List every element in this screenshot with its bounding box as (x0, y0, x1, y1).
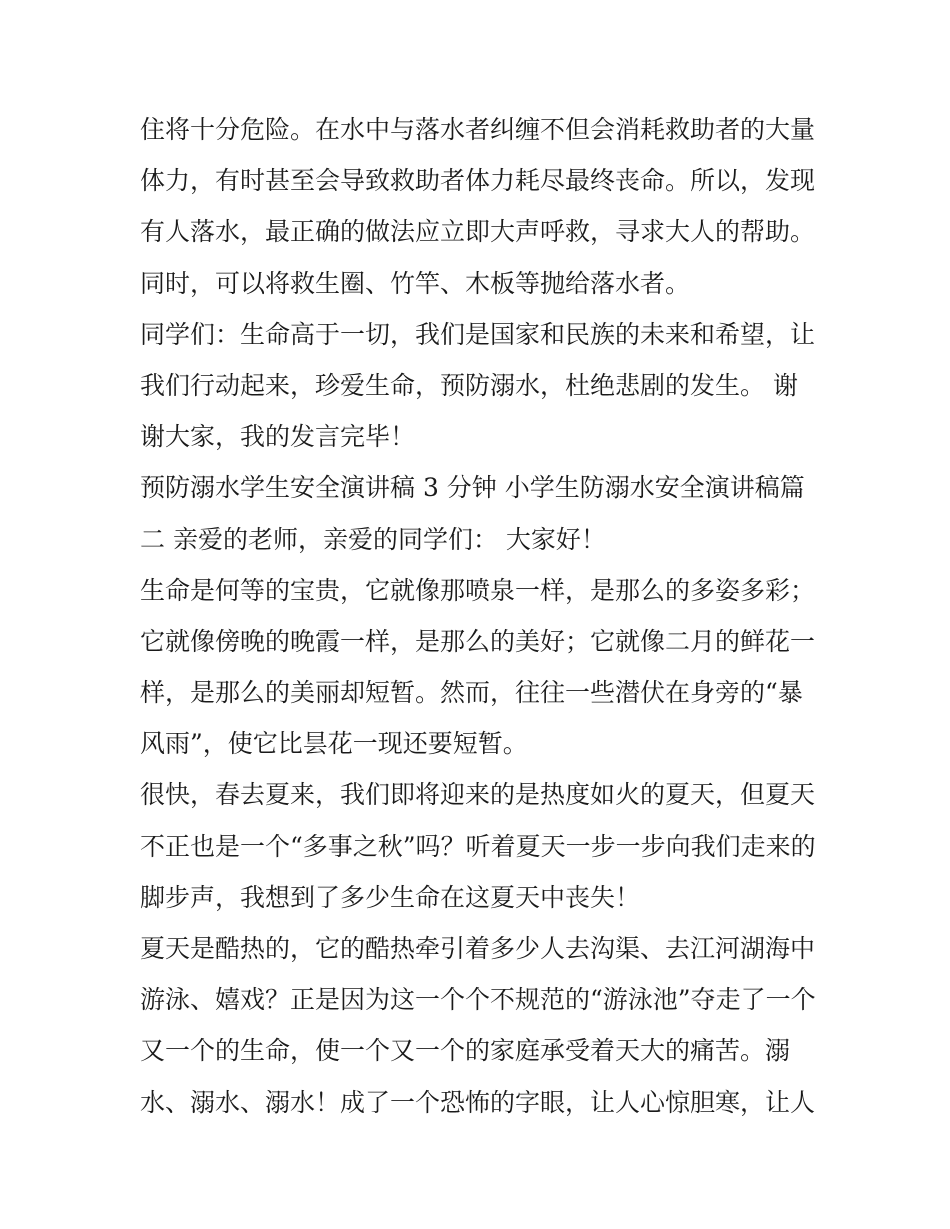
text-line: 同学们：生命高于一切，我们是国家和民族的未来和希望，让 (140, 319, 816, 349)
text-line: 水、溺水、溺水！成了一个恐怖的字眼，让人心惊胆寒，让人 (140, 1087, 816, 1117)
text-line: 又一个的生命，使一个又一个的家庭承受着天大的痛苦。溺 (140, 1036, 791, 1066)
speech-title-line: 二 亲爱的老师，亲爱的同学们： 大家好！ (140, 524, 606, 554)
text-line: 脚步声，我想到了多少生命在这夏天中丧失！ (140, 882, 641, 912)
text-line: 有人落水，最正确的做法应立即大声呼救，寻求大人的帮助。 (140, 217, 816, 247)
text-line: 样，是那么的美丽却短暂。然而，往往一些潜伏在身旁的“暴 (140, 678, 803, 708)
text-line: 风雨”，使它比昙花一现还要短暂。 (140, 729, 528, 759)
text-line: 同时，可以将救生圈、竹竿、木板等抛给落水者。 (140, 268, 691, 298)
document-body (140, 104, 820, 1128)
text-line: 不正也是一个“多事之秋”吗？听着夏天一步一步向我们走来的 (140, 831, 816, 861)
text-line: 夏天是酷热的，它的酷热牵引着多少人去沟渠、去江河湖海中 (140, 934, 816, 963)
text-line: 体力，有时甚至会导致救助者体力耗尽最终丧命。所以，发现 (140, 166, 816, 196)
text-line: 我们行动起来，珍爱生命，预防溺水，杜绝悲剧的发生。 谢 (140, 370, 798, 400)
text-line: 很快，春去夏来，我们即将迎来的是热度如火的夏天，但夏天 (140, 780, 816, 810)
speech-title-line: 预防溺水学生安全演讲稿 3 分钟 小学生防溺水安全演讲稿篇 (140, 473, 805, 503)
text-line: 它就像傍晚的晚霞一样，是那么的美好；它就像二月的鲜花一 (140, 626, 816, 656)
text-line: 住将十分危险。在水中与落水者纠缠不但会消耗救助者的大量 (140, 115, 816, 144)
text-line: 游泳、嬉戏？正是因为这一个个不规范的“游泳池”夺走了一个 (140, 985, 816, 1015)
text-line: 谢大家，我的发言完毕！ (140, 422, 416, 452)
text-line: 生命是何等的宝贵，它就像那喷泉一样，是那么的多姿多彩； (140, 575, 816, 605)
